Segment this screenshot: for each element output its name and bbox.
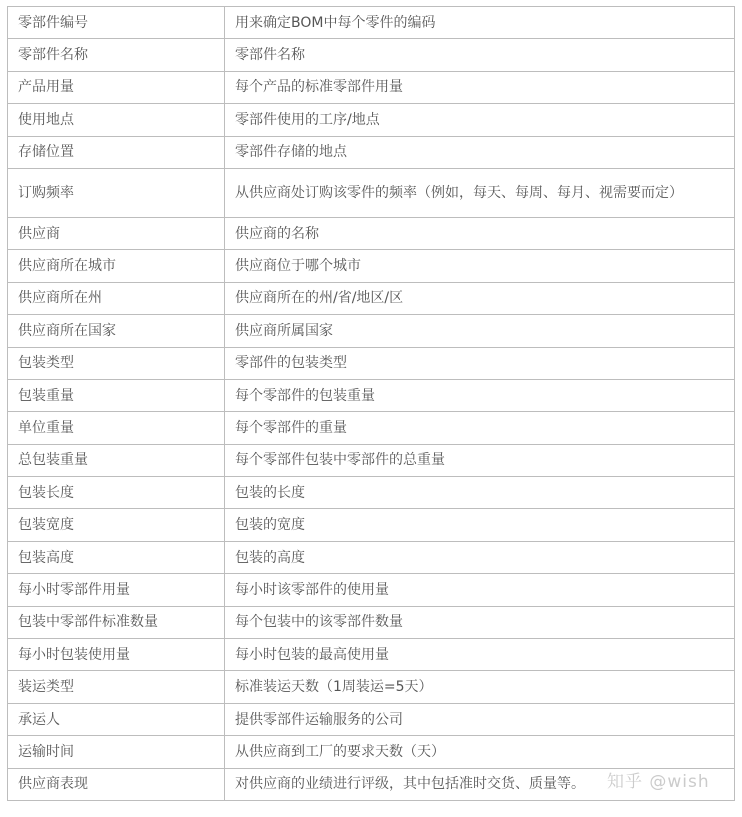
field-description-cell: 供应商所在的州/省/地区/区 [225, 282, 735, 314]
field-name-cell: 供应商 [8, 217, 225, 249]
table-row [8, 736, 735, 768]
field-name-cell: 供应商所在州 [8, 282, 225, 314]
field-description-cell: 每个产品的标准零部件用量 [225, 71, 735, 103]
table-row [8, 217, 735, 249]
field-description-cell: 对供应商的业绩进行评级，其中包括准时交货、质量等。 [225, 768, 735, 800]
field-name-cell: 订购频率 [8, 168, 225, 217]
field-description-cell: 每个零部件的重量 [225, 412, 735, 444]
table-row [8, 282, 735, 314]
field-description-cell: 供应商的名称 [225, 217, 735, 249]
field-name-cell: 包装中零部件标准数量 [8, 606, 225, 638]
field-description-cell: 供应商位于哪个城市 [225, 250, 735, 282]
field-name-cell: 每小时零部件用量 [8, 574, 225, 606]
table-row [8, 477, 735, 509]
table-row [8, 168, 735, 217]
field-description-cell: 零部件名称 [225, 39, 735, 71]
field-name-cell: 供应商所在城市 [8, 250, 225, 282]
field-name-cell: 供应商所在国家 [8, 315, 225, 347]
field-description-cell: 包装的长度 [225, 477, 735, 509]
table-row [8, 379, 735, 411]
watermark: 知乎 @wish [607, 772, 710, 792]
field-name-cell: 总包装重量 [8, 444, 225, 476]
table-row [8, 444, 735, 476]
table-row [8, 574, 735, 606]
field-name-cell: 包装宽度 [8, 509, 225, 541]
table-row [8, 606, 735, 638]
field-name-cell: 承运人 [8, 703, 225, 735]
field-name-cell: 包装高度 [8, 541, 225, 573]
field-description-cell: 每个零部件的包装重量 [225, 379, 735, 411]
field-description-cell: 标准装运天数（1周装运=5天） [225, 671, 735, 703]
table-row [8, 104, 735, 136]
table-row [8, 7, 735, 39]
table-row [8, 250, 735, 282]
field-description-cell: 包装的高度 [225, 541, 735, 573]
field-description-cell: 包装的宽度 [225, 509, 735, 541]
table-row [8, 39, 735, 71]
field-description-cell: 每小时该零部件的使用量 [225, 574, 735, 606]
field-name-cell: 每小时包装使用量 [8, 639, 225, 671]
field-description-cell: 供应商所属国家 [225, 315, 735, 347]
field-name-cell: 产品用量 [8, 71, 225, 103]
table-row [8, 315, 735, 347]
field-description-cell: 每小时包装的最高使用量 [225, 639, 735, 671]
field-name-cell: 包装重量 [8, 379, 225, 411]
field-name-cell: 装运类型 [8, 671, 225, 703]
field-name-cell: 包装长度 [8, 477, 225, 509]
field-name-cell: 使用地点 [8, 104, 225, 136]
field-description-cell: 提供零部件运输服务的公司 [225, 703, 735, 735]
field-name-cell: 单位重量 [8, 412, 225, 444]
field-description-cell: 从供应商到工厂的要求天数（天） [225, 736, 735, 768]
table-row [8, 509, 735, 541]
field-name-cell: 运输时间 [8, 736, 225, 768]
field-name-cell: 包装类型 [8, 347, 225, 379]
table-row [8, 703, 735, 735]
field-name-cell: 零部件名称 [8, 39, 225, 71]
field-name-cell: 零部件编号 [8, 7, 225, 39]
table-row [8, 412, 735, 444]
table-row [8, 541, 735, 573]
field-description-cell: 零部件使用的工序/地点 [225, 104, 735, 136]
field-description-cell: 零部件存储的地点 [225, 136, 735, 168]
table-row [8, 136, 735, 168]
field-description-cell: 每个零部件包装中零部件的总重量 [225, 444, 735, 476]
field-description-cell: 用来确定BOM中每个零件的编码 [225, 7, 735, 39]
table-row [8, 639, 735, 671]
table-row [8, 347, 735, 379]
field-description-cell: 零部件的包装类型 [225, 347, 735, 379]
field-description-cell: 每个包装中的该零部件数量 [225, 606, 735, 638]
table-row [8, 671, 735, 703]
table-row [8, 71, 735, 103]
field-name-cell: 存储位置 [8, 136, 225, 168]
bom-field-table [7, 6, 735, 801]
field-name-cell: 供应商表现 [8, 768, 225, 800]
field-description-cell: 从供应商处订购该零件的频率（例如，每天、每周、每月、视需要而定） [225, 168, 735, 217]
